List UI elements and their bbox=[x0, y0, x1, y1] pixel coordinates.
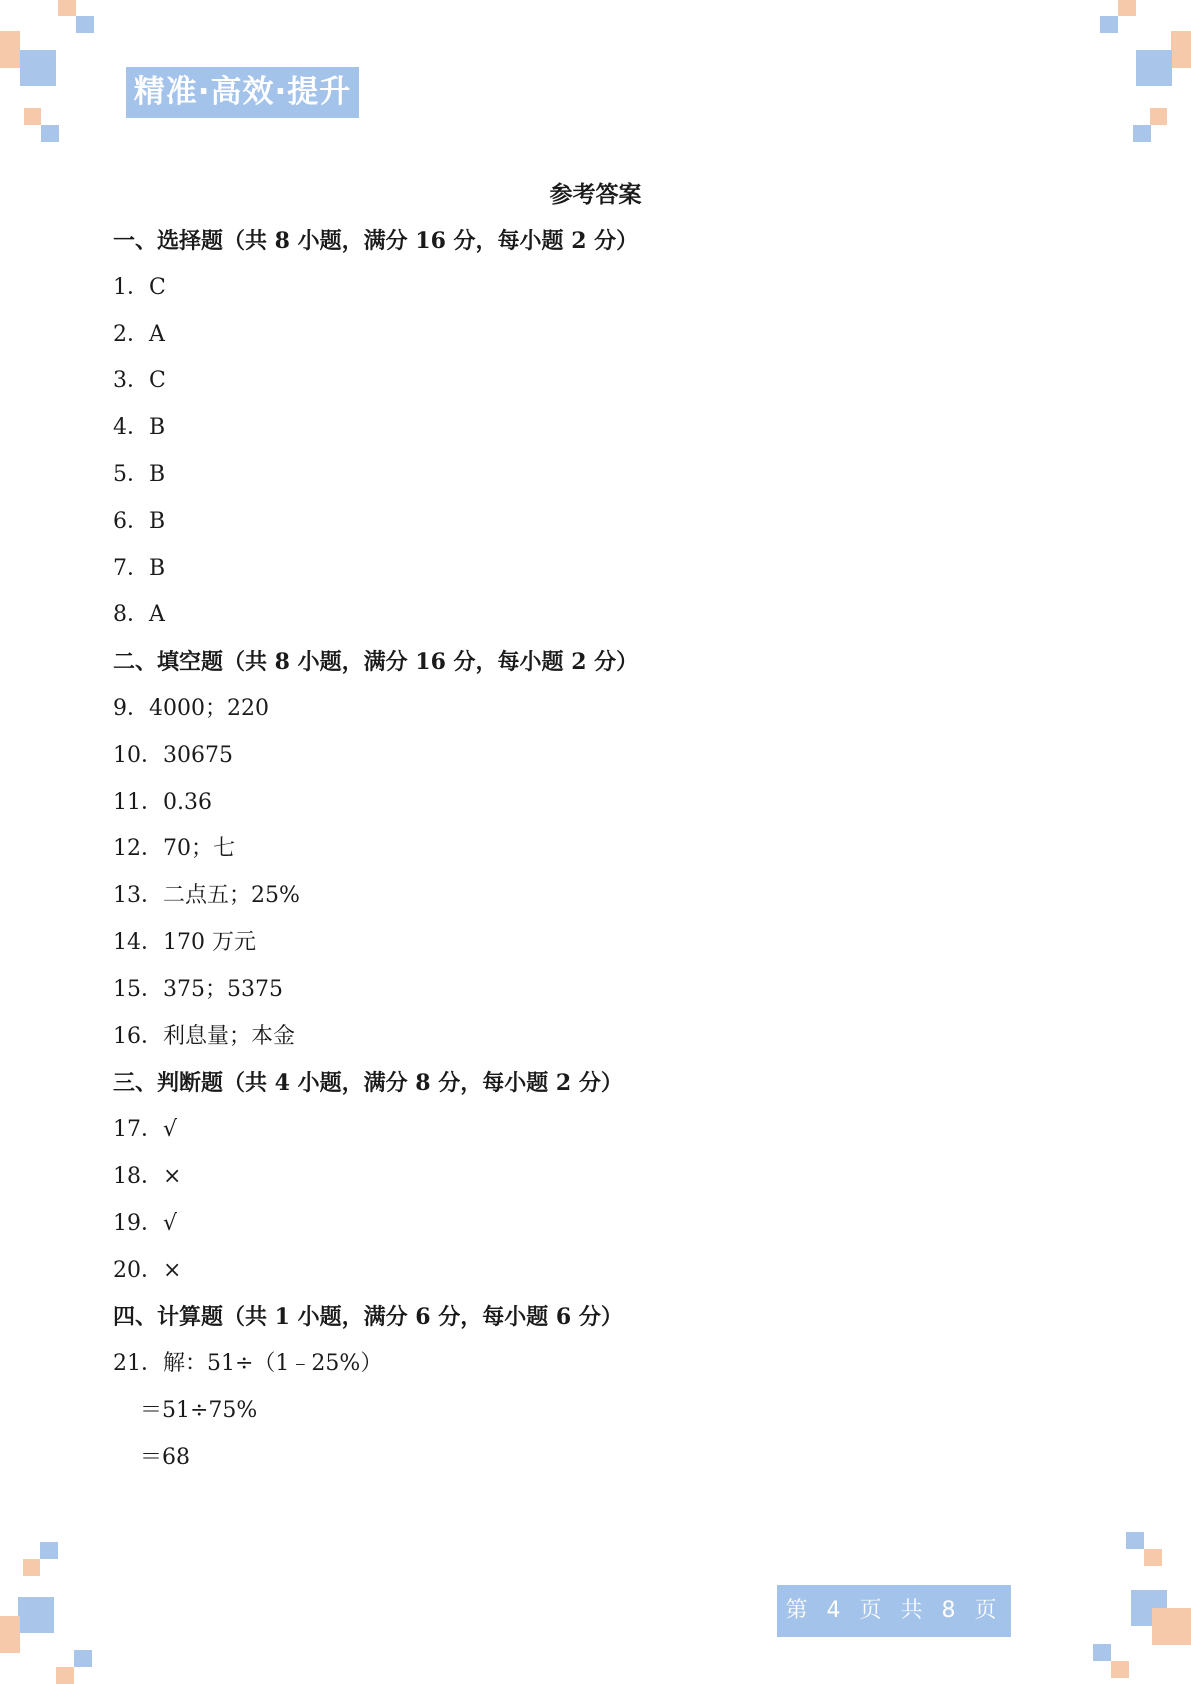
decor-square bbox=[1150, 108, 1167, 125]
answer-line: 8．A bbox=[113, 602, 165, 628]
decor-square bbox=[1133, 125, 1151, 142]
answer-line: 16．利息量；本金 bbox=[113, 1023, 295, 1049]
decor-square bbox=[0, 31, 20, 68]
answer-line: 6．B bbox=[113, 508, 166, 534]
answer-line: 18．× bbox=[113, 1163, 182, 1189]
decor-square bbox=[56, 1667, 74, 1684]
answer-line: 14．170 万元 bbox=[113, 929, 256, 955]
decor-square bbox=[1100, 16, 1118, 33]
answer-line: 3．C bbox=[113, 368, 166, 394]
decor-square bbox=[1126, 1532, 1144, 1549]
decor-square bbox=[1152, 1608, 1191, 1645]
answer-line: 1．C bbox=[113, 274, 166, 300]
answer-list bbox=[113, 218, 1093, 1482]
decor-square bbox=[20, 50, 56, 86]
section-heading: 四、计算题（共 1 小题，满分 6 分，每小题 6 分） bbox=[113, 1304, 623, 1331]
section-heading: 一、选择题（共 8 小题，满分 16 分，每小题 2 分） bbox=[113, 228, 639, 254]
decor-square bbox=[76, 16, 94, 33]
header-banner: 精准·高效·提升 bbox=[126, 67, 359, 118]
decor-square bbox=[1144, 1549, 1162, 1566]
answer-line: 19．√ bbox=[113, 1210, 178, 1236]
answer-line: ＝51÷75% bbox=[140, 1397, 258, 1423]
section-heading: 二、填空题（共 8 小题，满分 16 分，每小题 2 分） bbox=[113, 649, 639, 676]
decor-square bbox=[1136, 50, 1172, 86]
answer-line: 5．B bbox=[113, 461, 166, 487]
decor-square bbox=[24, 108, 41, 125]
decor-square bbox=[23, 1559, 40, 1576]
answer-line: 4．B bbox=[113, 415, 166, 441]
page-title: 参考答案 bbox=[549, 181, 642, 208]
section-heading: 三、判断题（共 4 小题，满分 8 分，每小题 2 分） bbox=[113, 1070, 623, 1097]
answer-line: 2．A bbox=[113, 321, 165, 347]
decor-square bbox=[41, 125, 59, 142]
decor-square bbox=[0, 1616, 20, 1653]
decor-square bbox=[40, 1542, 58, 1559]
answer-line: 9．4000；220 bbox=[113, 695, 269, 721]
answer-line: 13．二点五；25% bbox=[113, 883, 300, 909]
answer-line: 10．30675 bbox=[113, 742, 233, 768]
answer-line: 11．0.36 bbox=[113, 789, 212, 815]
answer-line: 21．解：51÷（1﹣25%） bbox=[113, 1351, 383, 1377]
decor-square bbox=[1118, 0, 1136, 16]
answer-line: ＝68 bbox=[140, 1444, 190, 1470]
answer-line: 7．B bbox=[113, 555, 166, 581]
answer-line: 15．375；5375 bbox=[113, 976, 283, 1002]
decor-square bbox=[1171, 31, 1191, 68]
decor-square bbox=[1093, 1644, 1111, 1661]
decor-square bbox=[18, 1597, 54, 1633]
decor-square bbox=[1111, 1661, 1129, 1678]
decor-square bbox=[58, 0, 76, 16]
decor-square bbox=[74, 1650, 92, 1667]
answer-line: 20．× bbox=[113, 1257, 182, 1283]
answer-line: 17．√ bbox=[113, 1117, 178, 1143]
page-number: 第 4 页 共 8 页 bbox=[777, 1585, 1011, 1637]
answer-line: 12．70；七 bbox=[113, 836, 235, 862]
